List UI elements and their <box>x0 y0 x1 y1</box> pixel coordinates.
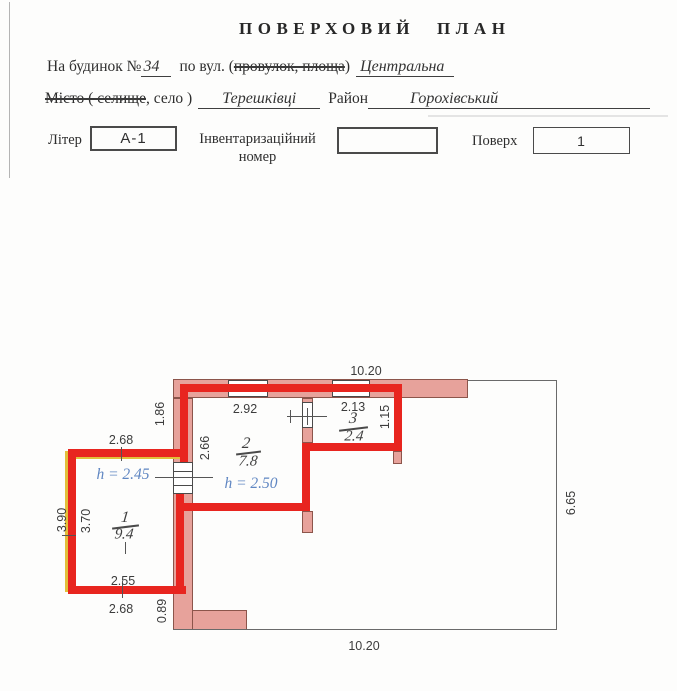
outline-top <box>468 380 556 381</box>
height-leader-room1 <box>155 477 213 478</box>
floor-value: 1 <box>577 132 586 149</box>
street-name-value: Центральна <box>356 58 454 77</box>
settlement-line <box>45 90 650 109</box>
letter-value: А-1 <box>120 130 147 147</box>
settlement-name-value: Терешківці <box>198 90 320 109</box>
dim-room3-height: 1.15 <box>378 404 392 430</box>
building-label: На будинок № <box>47 58 142 75</box>
dim-room2-width: 2.92 <box>232 402 258 416</box>
dim-tick-2 <box>307 408 308 425</box>
red-outline-top <box>181 384 402 392</box>
room1-number: 1 <box>120 509 130 526</box>
dim-bottom-width: 10.20 <box>348 639 380 653</box>
house-number-value: 34 <box>141 58 171 77</box>
dim-room1-bottom-outer: 2.68 <box>108 602 134 616</box>
red-outline-room1-top <box>68 449 188 457</box>
red-outline-room3-right <box>394 384 402 451</box>
dim-room1-left-inner: 3.70 <box>79 508 93 534</box>
room1-area: 9.4 <box>113 526 135 543</box>
dim-bottom-step: 0.89 <box>155 598 169 624</box>
settlement-label-struck: Місто ( селище <box>45 90 146 107</box>
red-outline-room2-bottom <box>177 503 310 511</box>
wall-bottom-left-foot <box>192 610 247 630</box>
dim-tick-1 <box>290 410 291 423</box>
page-title-word-2: ПЛАН <box>437 19 511 38</box>
room3-area: 2.4 <box>343 428 365 445</box>
room3-number: 3 <box>348 410 358 427</box>
dim-left-wall-top: 1.86 <box>153 401 167 427</box>
red-outline-mid-vertical <box>302 443 310 511</box>
scan-edge-line <box>9 2 10 178</box>
red-outline-room1-left <box>68 449 76 594</box>
yellow-line-top <box>76 457 180 459</box>
settlement-label-rest: , село ) <box>146 90 193 107</box>
page-title-word-1: ПОВЕРХОВИЙ <box>239 19 416 38</box>
street-label-close: ) <box>344 58 351 75</box>
floor-label: Поверх <box>472 133 518 149</box>
dim-tick-3 <box>121 447 122 461</box>
wall-middle-stub <box>302 511 313 533</box>
dim-room1-left-outer: 3.90 <box>55 507 69 533</box>
dim-top-width: 10.20 <box>350 364 382 378</box>
outline-right <box>556 380 557 630</box>
inventory-number-box <box>337 127 438 154</box>
room2-ceiling-height: h = 2.50 <box>224 475 278 492</box>
letter-label: Літер <box>48 132 82 148</box>
dim-room1-top-width: 2.68 <box>108 433 134 447</box>
red-outline-room1-right <box>176 494 184 594</box>
dim-tick-6 <box>62 535 76 536</box>
room2-area: 7.8 <box>237 453 259 470</box>
street-label: по вул. ( <box>179 58 234 75</box>
outline-bottom <box>173 629 557 630</box>
dim-room3-width: 2.13 <box>340 400 366 414</box>
wall-right-stub <box>393 451 402 464</box>
district-label: Район <box>328 90 369 107</box>
scan-smudge <box>428 115 668 117</box>
room2-number: 2 <box>241 435 251 452</box>
page-title <box>239 19 510 39</box>
window-left-wall <box>173 462 193 494</box>
dim-room1-bottom-inner: 2.55 <box>110 574 136 588</box>
dim-room2-left-height: 2.66 <box>198 435 212 461</box>
letter-value-box <box>90 126 177 151</box>
room1-ceiling-height: h = 2.45 <box>96 466 150 483</box>
inventory-number-label: Інвентаризаційний номер <box>199 131 316 166</box>
district-name-value: Горохівський <box>368 90 650 109</box>
dim-tick-5 <box>125 542 126 554</box>
dim-right-height: 6.65 <box>564 490 578 516</box>
building-line <box>47 58 454 77</box>
floor-value-box <box>533 127 630 154</box>
street-type-struck: провулок, площа <box>233 58 345 75</box>
